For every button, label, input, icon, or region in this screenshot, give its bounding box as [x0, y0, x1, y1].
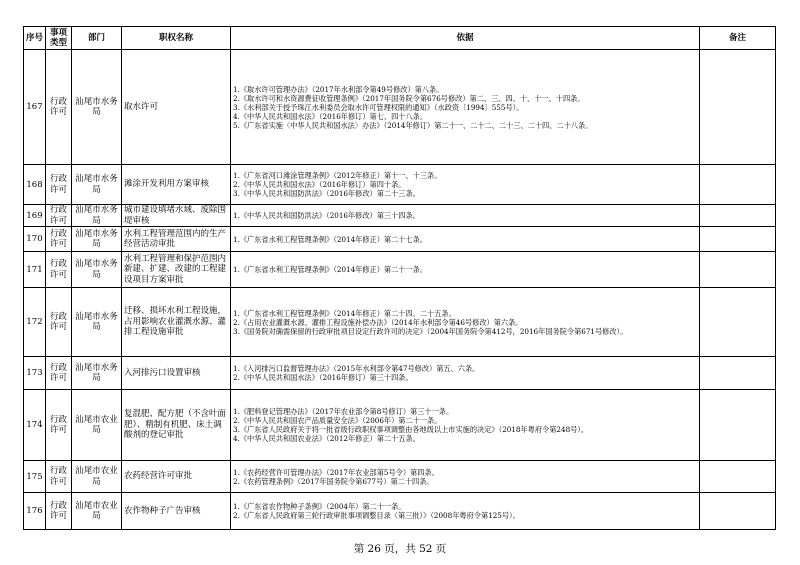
basis-line: 2.《中华人民共和国农产品质量安全法》（2006年）第二十一条。	[233, 416, 442, 425]
row-note	[700, 461, 776, 493]
row-note	[700, 357, 776, 390]
row-type: 行政许可	[46, 461, 72, 493]
basis-line: 2.《取水许可和水资源费征收管理条例》（2017年国务院令第676号修改）第二、三、四、十、十一、十四条。	[233, 93, 585, 103]
row-basis	[231, 205, 700, 227]
row-authority-name: 农药经营许可审批	[122, 461, 231, 493]
header-type: 事项类型	[46, 27, 72, 50]
row-number: 168	[24, 165, 46, 205]
row-authority-name: 农作物种子广告审核	[122, 493, 231, 530]
basis-line: 1.《肥料登记管理办法》（2017年农业部令第8号修订）第三十一条。	[233, 407, 454, 416]
row-authority-name: 迁移、损坏水利工程设施，占用影响农业灌溉水源、灌排工程设施审批	[122, 288, 231, 357]
basis-line: 3.《中华人民共和国防洪法》（2016年修改）第二十三条。	[233, 189, 420, 198]
table-row	[24, 357, 776, 390]
basis-line: 1.《入河排污口监督管理办法》（2015年水利部令第47号修改）第五、六条。	[233, 364, 480, 373]
row-note	[700, 252, 776, 288]
row-basis	[231, 165, 700, 205]
basis-line: 3.《广东省人民政府关于将一批省级行政职权事项调整由各地级以上市实施的决定》（2018年粤府令第248号）。	[233, 425, 589, 434]
basis-line: 3.《国务院对确需保留的行政审批项目设定行政许可的决定》（2004年国务院令第412号，2016年国务院令第671号修改）。	[233, 326, 628, 336]
row-type: 行政许可	[46, 288, 72, 357]
row-note	[700, 165, 776, 205]
row-authority-name: 入河排污口设置审核	[122, 357, 231, 390]
row-department: 汕尾市农业局	[72, 493, 122, 530]
row-number: 173	[24, 357, 46, 390]
row-note	[700, 205, 776, 227]
row-number: 171	[24, 252, 46, 288]
basis-line: 1.《取水许可管理办法》（2017年水利部令第49号修改）第八条。	[233, 84, 444, 94]
basis-line: 1.《广东省水利工程管理条例》（2014年修正）第二十一条。	[233, 265, 428, 274]
table-row	[24, 461, 776, 493]
basis-line: 5.《广东省实施〈中华人民共和国水法〉办法》（2014年修订）第二十一、二十二、二十三、二十四、二十八条。	[233, 120, 593, 130]
basis-line: 1.《广东省农作物种子条例》（2004年）第二十一条。	[233, 502, 406, 511]
basis-line: 4.《中华人民共和国水法》（2016年修订）第七、四十八条。	[233, 111, 428, 121]
row-department: 汕尾市农业局	[72, 390, 122, 461]
row-department: 汕尾市水务局	[72, 288, 122, 357]
row-authority-name: 水利工程管理范围内的生产经营活动审批	[122, 227, 231, 252]
row-authority-name: 水利工程管理和保护范围内新建、扩建、改建的工程建设项目方案审批	[122, 252, 231, 288]
row-note	[700, 493, 776, 530]
table-row	[24, 252, 776, 288]
row-number: 176	[24, 493, 46, 530]
row-authority-name: 复混肥、配方肥（不含叶面肥）、精制有机肥、床土调酸剂的登记审批	[122, 390, 231, 461]
table-row	[24, 165, 776, 205]
row-basis	[231, 252, 700, 288]
table-row	[24, 390, 776, 461]
table-row	[24, 288, 776, 357]
table-row	[24, 493, 776, 530]
row-authority-name: 取水许可	[122, 50, 231, 165]
basis-line: 2.《中华人民共和国水法》（2016年修订）第四十条。	[233, 180, 406, 189]
header-basis: 依据	[231, 27, 700, 50]
row-type: 行政许可	[46, 50, 72, 165]
row-type: 行政许可	[46, 165, 72, 205]
basis-line: 1.《农药经营许可管理办法》（2017年农业部第5号令）第四条。	[233, 467, 439, 477]
row-basis	[231, 357, 700, 390]
header-no: 序号	[24, 27, 46, 50]
table-row	[24, 50, 776, 165]
row-note	[700, 227, 776, 252]
row-department: 汕尾市水务局	[72, 227, 122, 252]
authority-table	[23, 26, 776, 530]
header-name: 职权名称	[122, 27, 231, 50]
header-dept: 部门	[72, 27, 122, 50]
row-department: 汕尾市水务局	[72, 252, 122, 288]
row-basis	[231, 50, 700, 165]
row-number: 175	[24, 461, 46, 493]
row-basis	[231, 493, 700, 530]
header-note: 备注	[700, 27, 776, 50]
row-number: 170	[24, 227, 46, 252]
row-number: 169	[24, 205, 46, 227]
row-department: 汕尾市农业局	[72, 461, 122, 493]
row-note	[700, 50, 776, 165]
row-basis	[231, 288, 700, 357]
row-basis	[231, 461, 700, 493]
row-department: 汕尾市水务局	[72, 357, 122, 390]
row-note	[700, 288, 776, 357]
row-basis	[231, 390, 700, 461]
row-basis	[231, 227, 700, 252]
row-department: 汕尾市水务局	[72, 165, 122, 205]
row-type: 行政许可	[46, 227, 72, 252]
row-type: 行政许可	[46, 252, 72, 288]
basis-line: 1.《广东省水利工程管理条例》（2014年修正）第二十四、二十五条。	[233, 308, 456, 318]
row-type: 行政许可	[46, 357, 72, 390]
page-footer: 第 26 页，共 52 页	[353, 543, 447, 555]
basis-line: 3.《水利部关于授予珠江水利委员会取水许可管理权限的通知》（水政资〔1994〕555号）。	[233, 102, 524, 112]
row-type: 行政许可	[46, 493, 72, 530]
table-header-row	[24, 27, 776, 50]
row-number: 172	[24, 288, 46, 357]
row-department: 汕尾市水务局	[72, 205, 122, 227]
basis-line: 2.《中华人民共和国水法》（2016年修订）第三十四条。	[233, 373, 413, 382]
basis-line: 1.《广东省河口滩涂管理条例》（2012年修正）第十一、十三条。	[233, 171, 442, 180]
row-number: 167	[24, 50, 46, 165]
basis-line: 1.《中华人民共和国防洪法》（2016年修改）第三十四条。	[233, 211, 420, 220]
row-department: 汕尾市水务局	[72, 50, 122, 165]
table-row	[24, 205, 776, 227]
basis-line: 2.《广东省人民政府第三轮行政审批事项调整目录（第三批）》（2008年粤府令第125号）。	[233, 511, 520, 520]
basis-line: 4.《中华人民共和国农业法》（2012年修正）第二十五条。	[233, 434, 420, 443]
row-type: 行政许可	[46, 205, 72, 227]
basis-line: 2.《农药管理条例》（2017年国务院令第677号）第二十四条。	[233, 476, 434, 486]
table-row	[24, 227, 776, 252]
row-number: 174	[24, 390, 46, 461]
row-note	[700, 390, 776, 461]
row-type: 行政许可	[46, 390, 72, 461]
basis-line: 1.《广东省水利工程管理条例》（2014年修正）第二十七条。	[233, 234, 428, 244]
basis-line: 2.《占用农业灌溉水源、灌排工程设施补偿办法》（2014年水利部令第46号修改）第六条。	[233, 317, 523, 327]
row-authority-name: 城市建设填堵水域、废除围堤审核	[122, 205, 231, 227]
row-authority-name: 滩涂开发利用方案审核	[122, 165, 231, 205]
